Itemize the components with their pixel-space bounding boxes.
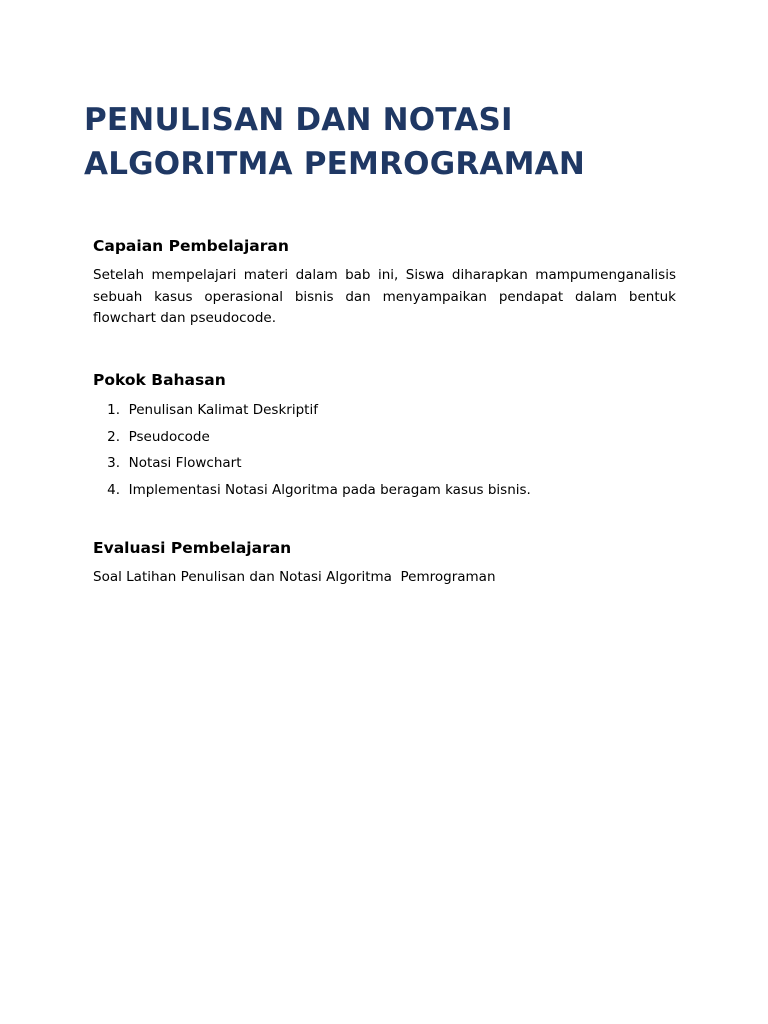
section-heading-evaluasi: Evaluasi Pembelajaran [93, 539, 292, 557]
list-item [93, 400, 676, 420]
list-item-label: Pseudocode [128, 428, 210, 445]
section-capaian-pembelajaran [93, 236, 676, 330]
section-evaluasi-pembelajaran [93, 538, 676, 589]
list-item-number: 2. [107, 428, 120, 445]
list-item-text [120, 453, 242, 473]
list-item [93, 453, 676, 473]
page-title-line-2: ALGORITMA PEMROGRAMAN [84, 146, 585, 182]
list-item-text [120, 400, 318, 420]
list-item-text [120, 427, 210, 447]
page-title-line-1: PENULISAN DAN NOTASI [84, 102, 513, 138]
page-title [84, 98, 724, 186]
section-pokok-bahasan [93, 370, 676, 506]
list-item-text [120, 480, 531, 500]
list-item-label: Implementasi Notasi Algoritma pada beragam kasus bisnis. [128, 481, 531, 498]
list-item [93, 427, 676, 447]
list-item-label: Penulisan Kalimat Deskriptif [128, 402, 318, 418]
list-item [93, 480, 676, 500]
topic-list [93, 400, 676, 500]
list-item-number: 1. [107, 402, 120, 418]
list-item-number: 3. [107, 455, 120, 471]
section-heading-pokok: Pokok Bahasan [93, 371, 226, 389]
list-item-number: 4. [107, 481, 120, 498]
capaian-paragraph: Setelah mempelajari materi dalam bab ini, Siswa diharapkan mampumenganalisis sebuah kasus operasional bisnis dan menyampaikan pendapat dalam bentuk flowchart dan pseudocode. [93, 267, 676, 326]
evaluasi-paragraph: Soal Latihan Penulisan dan Notasi Algoritma Pemrograman [93, 569, 496, 585]
list-item-label: Notasi Flowchart [128, 455, 242, 471]
section-heading-capaian: Capaian Pembelajaran [93, 237, 289, 255]
